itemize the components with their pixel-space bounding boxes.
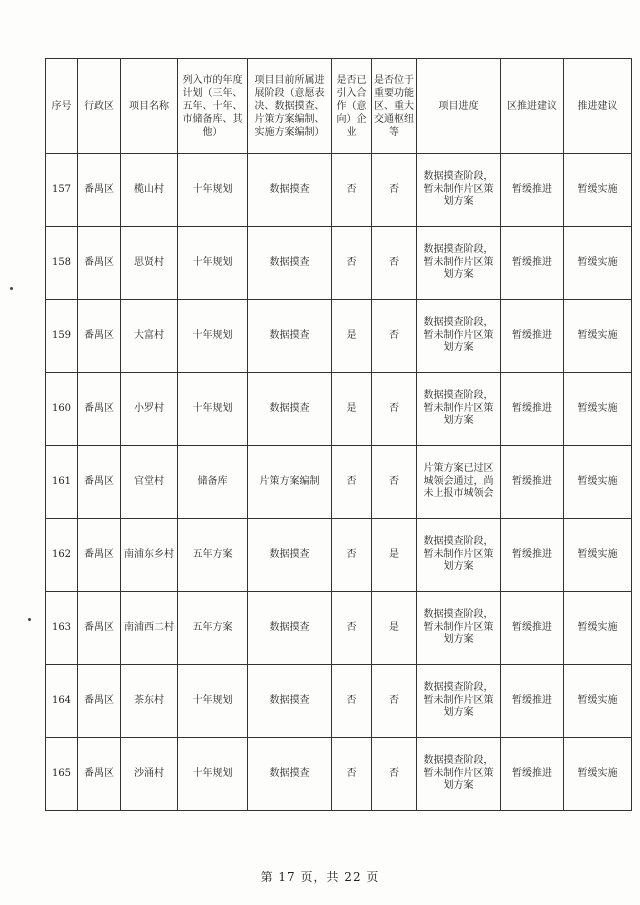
cell-partner: 否 xyxy=(332,154,372,227)
cell-plan: 十年规划 xyxy=(178,665,248,738)
cell-progress: 数据摸查阶段，暂未制作片区策划方案 xyxy=(417,592,501,665)
cell-progress: 片策方案已过区城领会通过，尚未上报市城领会 xyxy=(417,446,501,519)
cell-advice: 暂缓实施 xyxy=(564,592,632,665)
cell-district-advice: 暂缓推进 xyxy=(501,227,564,300)
cell-partner: 否 xyxy=(332,592,372,665)
cell-key-area: 否 xyxy=(372,300,417,373)
header-plan: 列入市的年度计划（三年、五年、十年、市储备库、其他） xyxy=(178,59,248,154)
cell-stage: 数据摸查 xyxy=(248,592,332,665)
cell-key-area: 否 xyxy=(372,738,417,811)
cell-progress: 数据摸查阶段，暂未制作片区策划方案 xyxy=(417,519,501,592)
cell-seq: 161 xyxy=(46,446,78,519)
cell-seq: 157 xyxy=(46,154,78,227)
cell-stage: 数据摸查 xyxy=(248,154,332,227)
header-advice: 推进建议 xyxy=(564,59,632,154)
cell-name: 南浦西二村 xyxy=(121,592,178,665)
cell-key-area: 是 xyxy=(372,592,417,665)
cell-district-advice: 暂缓推进 xyxy=(501,446,564,519)
cell-name: 小罗村 xyxy=(121,373,178,446)
cell-stage: 数据摸查 xyxy=(248,300,332,373)
cell-district: 番禺区 xyxy=(78,227,121,300)
cell-stage: 片策方案编制 xyxy=(248,446,332,519)
cell-key-area: 否 xyxy=(372,227,417,300)
cell-stage: 数据摸查 xyxy=(248,665,332,738)
cell-name: 沙涌村 xyxy=(121,738,178,811)
table-row xyxy=(46,373,632,446)
cell-progress: 数据摸查阶段，暂未制作片区策划方案 xyxy=(417,154,501,227)
cell-name: 南浦东乡村 xyxy=(121,519,178,592)
cell-progress: 数据摸查阶段，暂未制作片区策划方案 xyxy=(417,373,501,446)
cell-partner: 否 xyxy=(332,738,372,811)
cell-district-advice: 暂缓推进 xyxy=(501,592,564,665)
header-key-area: 是否位于重要功能区、重大交通枢纽等 xyxy=(372,59,417,154)
cell-progress: 数据摸查阶段，暂未制作片区策划方案 xyxy=(417,227,501,300)
cell-district: 番禺区 xyxy=(78,665,121,738)
cell-stage: 数据摸查 xyxy=(248,227,332,300)
table-row xyxy=(46,519,632,592)
cell-district-advice: 暂缓推进 xyxy=(501,373,564,446)
cell-district: 番禺区 xyxy=(78,154,121,227)
cell-plan: 五年方案 xyxy=(178,592,248,665)
cell-plan: 五年方案 xyxy=(178,519,248,592)
cell-name: 茶东村 xyxy=(121,665,178,738)
cell-partner: 否 xyxy=(332,446,372,519)
table-header-row xyxy=(46,59,632,154)
cell-plan: 十年规划 xyxy=(178,373,248,446)
cell-advice: 暂缓实施 xyxy=(564,227,632,300)
cell-district-advice: 暂缓推进 xyxy=(501,519,564,592)
header-name: 项目名称 xyxy=(121,59,178,154)
cell-seq: 163 xyxy=(46,592,78,665)
cell-partner: 否 xyxy=(332,665,372,738)
cell-district-advice: 暂缓推进 xyxy=(501,738,564,811)
cell-stage: 数据摸查 xyxy=(248,738,332,811)
table-row xyxy=(46,227,632,300)
cell-name: 思贤村 xyxy=(121,227,178,300)
cell-plan: 十年规划 xyxy=(178,227,248,300)
page-number: 第 17 页，共 22 页 xyxy=(260,870,380,884)
cell-plan: 十年规划 xyxy=(178,154,248,227)
cell-district: 番禺区 xyxy=(78,592,121,665)
cell-partner: 否 xyxy=(332,519,372,592)
header-stage: 项目目前所属进展阶段（意愿表决、数据摸查、片策方案编制、实施方案编制） xyxy=(248,59,332,154)
header-partner: 是否已引入合作（意向）企业 xyxy=(332,59,372,154)
table-row xyxy=(46,738,632,811)
cell-seq: 159 xyxy=(46,300,78,373)
scan-speck xyxy=(28,618,31,621)
cell-seq: 165 xyxy=(46,738,78,811)
cell-seq: 164 xyxy=(46,665,78,738)
cell-seq: 160 xyxy=(46,373,78,446)
cell-partner: 是 xyxy=(332,373,372,446)
cell-key-area: 否 xyxy=(372,665,417,738)
cell-progress: 数据摸查阶段，暂未制作片区策划方案 xyxy=(417,738,501,811)
cell-plan: 十年规划 xyxy=(178,300,248,373)
cell-advice: 暂缓实施 xyxy=(564,738,632,811)
cell-partner: 是 xyxy=(332,300,372,373)
cell-progress: 数据摸查阶段，暂未制作片区策划方案 xyxy=(417,300,501,373)
scan-speck xyxy=(10,287,13,290)
cell-district-advice: 暂缓推进 xyxy=(501,665,564,738)
cell-advice: 暂缓实施 xyxy=(564,373,632,446)
cell-key-area: 否 xyxy=(372,373,417,446)
cell-advice: 暂缓实施 xyxy=(564,300,632,373)
cell-advice: 暂缓实施 xyxy=(564,446,632,519)
header-district: 行政区 xyxy=(78,59,121,154)
table-row xyxy=(46,300,632,373)
cell-district-advice: 暂缓推进 xyxy=(501,154,564,227)
cell-district: 番禺区 xyxy=(78,300,121,373)
table-row xyxy=(46,446,632,519)
cell-name: 榄山村 xyxy=(121,154,178,227)
cell-advice: 暂缓实施 xyxy=(564,665,632,738)
cell-partner: 否 xyxy=(332,227,372,300)
cell-district: 番禺区 xyxy=(78,738,121,811)
cell-key-area: 是 xyxy=(372,519,417,592)
cell-district: 番禺区 xyxy=(78,519,121,592)
cell-advice: 暂缓实施 xyxy=(564,154,632,227)
table-row xyxy=(46,154,632,227)
cell-key-area: 否 xyxy=(372,154,417,227)
cell-district-advice: 暂缓推进 xyxy=(501,300,564,373)
cell-advice: 暂缓实施 xyxy=(564,519,632,592)
cell-stage: 数据摸查 xyxy=(248,519,332,592)
header-district-advice: 区推进建议 xyxy=(501,59,564,154)
cell-name: 大富村 xyxy=(121,300,178,373)
header-seq: 序号 xyxy=(46,59,78,154)
cell-district: 番禺区 xyxy=(78,446,121,519)
project-table xyxy=(45,58,632,811)
cell-seq: 162 xyxy=(46,519,78,592)
cell-plan: 储备库 xyxy=(178,446,248,519)
cell-seq: 158 xyxy=(46,227,78,300)
cell-key-area: 否 xyxy=(372,446,417,519)
cell-plan: 十年规划 xyxy=(178,738,248,811)
table-row xyxy=(46,592,632,665)
table-row xyxy=(46,665,632,738)
header-progress: 项目进度 xyxy=(417,59,501,154)
cell-name: 官堂村 xyxy=(121,446,178,519)
cell-stage: 数据摸查 xyxy=(248,373,332,446)
cell-district: 番禺区 xyxy=(78,373,121,446)
cell-progress: 数据摸查阶段，暂未制作片区策划方案 xyxy=(417,665,501,738)
